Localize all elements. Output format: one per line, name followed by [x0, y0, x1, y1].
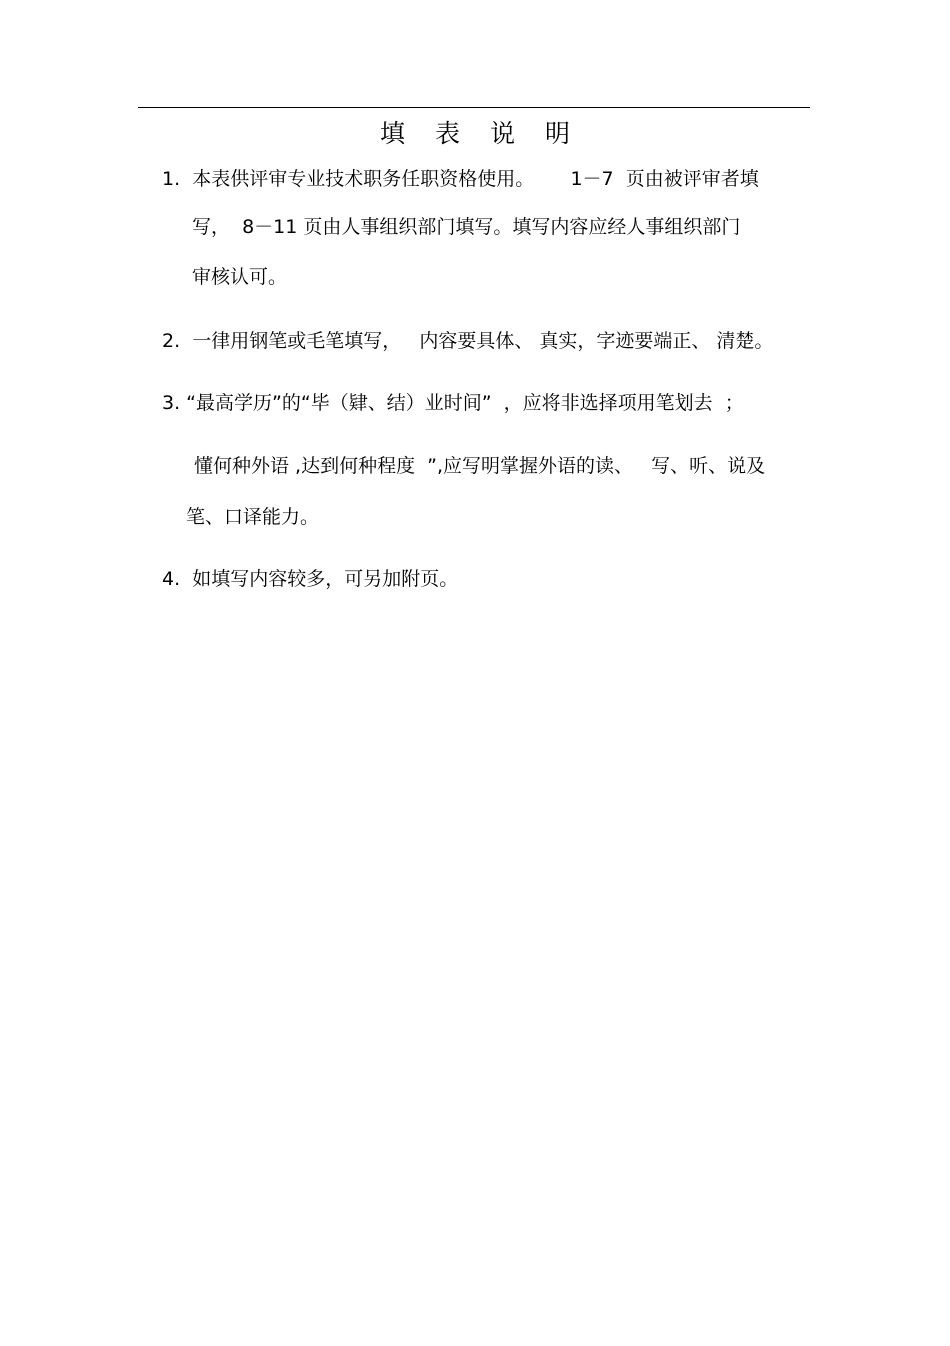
page-title: 填表说明 [379, 119, 600, 148]
instruction-1-line-1: 1. 本表供评审专业技术职务任职资格使用。 1－7 页由被评审者填 [162, 168, 759, 190]
instruction-1-line-3: 审核认可。 [192, 266, 288, 288]
instruction-3-line-2: 懂何种外语 ,达到何种程度 ”,应写明掌握外语的读、 写、听、说及 [194, 455, 766, 477]
instruction-3-line-1: 3. “最高学历”的“毕（肄、结）业时间” ，应将非选择项用笔划去 ； [162, 392, 744, 414]
instruction-2-line-1: 2. 一律用钢笔或毛笔填写， 内容要具体、 真实，字迹要端正、 清楚。 [162, 330, 774, 352]
header-rule [138, 107, 810, 108]
instruction-3-line-3: 笔、口译能力。 [186, 506, 320, 528]
instruction-4-line-1: 4. 如填写内容较多，可另加附页。 [162, 568, 459, 590]
instruction-1-line-2: 写， 8－11 页由人事组织部门填写。填写内容应经人事组织部门 [192, 216, 741, 238]
